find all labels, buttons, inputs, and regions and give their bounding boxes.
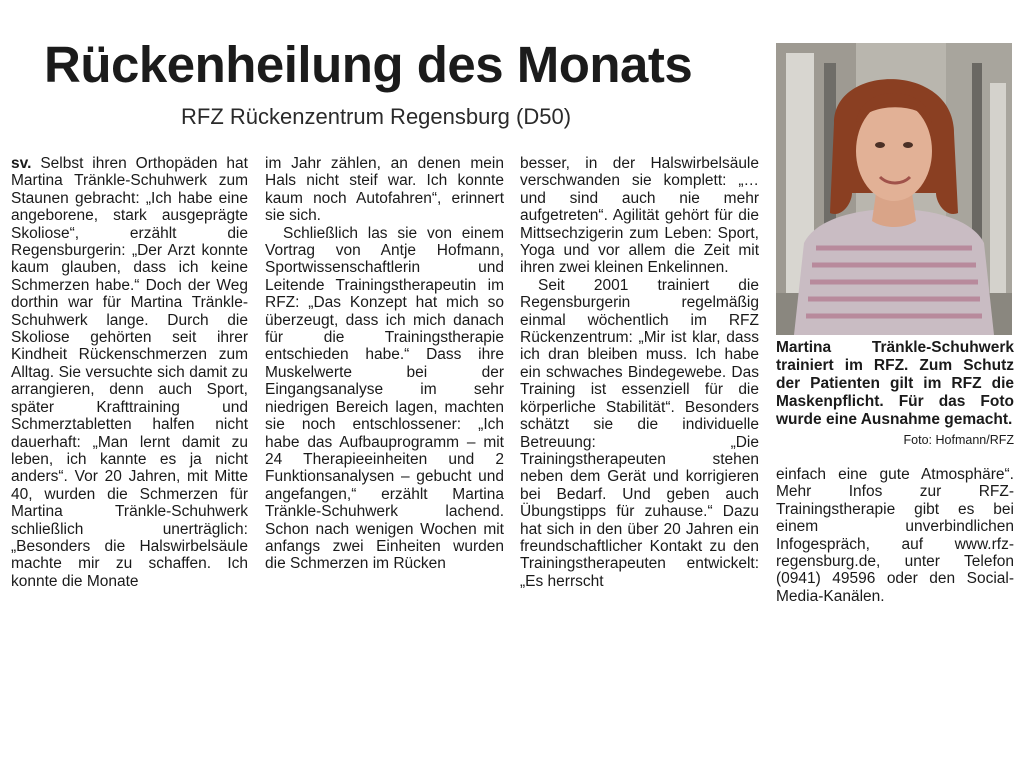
portrait-photo — [776, 43, 1012, 335]
paragraph-text: Selbst ihren Orthopäden hat Martina Tränkle-Schuhwerk zum Staunen gebracht: „Ich habe eine angeborene, stark ausgeprägte Skoliose“, erzählt die Regensburgerin: „Der Arzt konnte kaum glauben, dass ich keine Schmerzen habe.“ Doch der Weg dorthin war für Martina Tränkle-Schuhwerk lange. Durch die Skoliose gehörten seit ihrer Kindheit Rückenschmerzen zum Alltag. Sie versuchte sich damit zu arrangieren, denn auch Sport, später Krafttraining und Schmerztabletten halfen nicht dauerhaft: „Man lernt damit zu leben, ich kannte es ja nicht anders“. Vor 20 Jahren, mit Mitte 40, wurden die Schmerzen für Martina Tränkle-Schuhwerk schließlich unerträglich: „Besonders die Halswirbelsäule machte mir zu schaffen. Ich konnte die Monate — [11, 155, 248, 590]
paragraph: Schließlich las sie von einem Vortrag von Antje Hofmann, Sportwissenschaftlerin und Leitende Trainingstherapeutin im RFZ: „Das Konzept hat mich so überzeugt, dass ich mich danach für die Trainingstherapie entschieden habe.“ Dass ihre Muskelwerte bei der Eingangsanalyse im sehr niedrigen Bereich lagen, machten sie noch entschlossener: „Ich habe das Aufbauprogramm – mit 24 Therapieeinheiten und 2 Funktionsanalysen – gebucht und angefangen,“ erzählt Martina Tränkle-Schuhwerk lachend. Schon nach wenigen Wochen mit anfangs zwei Einheiten wurden die Schmerzen im Rücken — [265, 224, 504, 573]
article-column-2 — [265, 155, 504, 573]
author-initials: sv. — [11, 155, 32, 172]
photo-caption — [776, 339, 1014, 449]
caption-text: Martina Tränkle-Schuhwerk trainiert im RFZ. Zum Schutz der Patienten gilt im RFZ die Maskenpflicht. Für das Foto wurde eine Ausnahme gemacht. — [776, 339, 1014, 428]
article-column-1 — [11, 155, 248, 590]
photo-credit: Foto: Hofmann/RFZ — [903, 433, 1014, 447]
article-column-4 — [776, 466, 1014, 605]
paragraph: einfach eine gute Atmosphäre“. Mehr Infos zur RFZ-Trainingstherapie gibt es bei einem unverbindlichen Infogespräch, auf www.rfz-regensburg.de, unter Telefon (0941) 49596 oder den Social-Media-Kanälen. — [776, 466, 1014, 605]
headline: Rückenheilung des Monats — [44, 36, 693, 93]
article-column-3 — [520, 155, 759, 590]
paragraph — [11, 155, 248, 590]
subheadline: RFZ Rückenzentrum Regensburg (D50) — [181, 104, 572, 129]
paragraph: Seit 2001 trainiert die Regensburgerin regelmäßig einmal wöchentlich im RFZ Rückenzentrum: „Mir ist klar, dass ich dran bleiben muss. Ich habe ein schwaches Bindegewebe. Das Training ist essenziell für die körperliche Stabilität“. Besonders schätzt sie die individuelle Betreuung: „Die Trainingstherapeuten stehen neben dem Gerät und korrigieren bei Bedarf. Und geben auch Übungstipps für zuhause.“ Dazu hat sich in den über 20 Jahren ein freundschaftlicher Kontakt zu den Trainingstherapeuten entwickelt: „Es herrscht — [520, 276, 759, 590]
paragraph: im Jahr zählen, an denen mein Hals nicht steif war. Ich konnte kaum noch Autofahren“, erinnert sie sich. — [265, 155, 504, 225]
paragraph: besser, in der Halswirbelsäule verschwanden sie komplett: „… und sind auch nie mehr aufgetreten“. Agilität gehört für die Mittsechzigerin zum Leben: Sport, Yoga und vor allem die Zeit mit ihren zwei kleinen Enkelinnen. — [520, 155, 759, 277]
